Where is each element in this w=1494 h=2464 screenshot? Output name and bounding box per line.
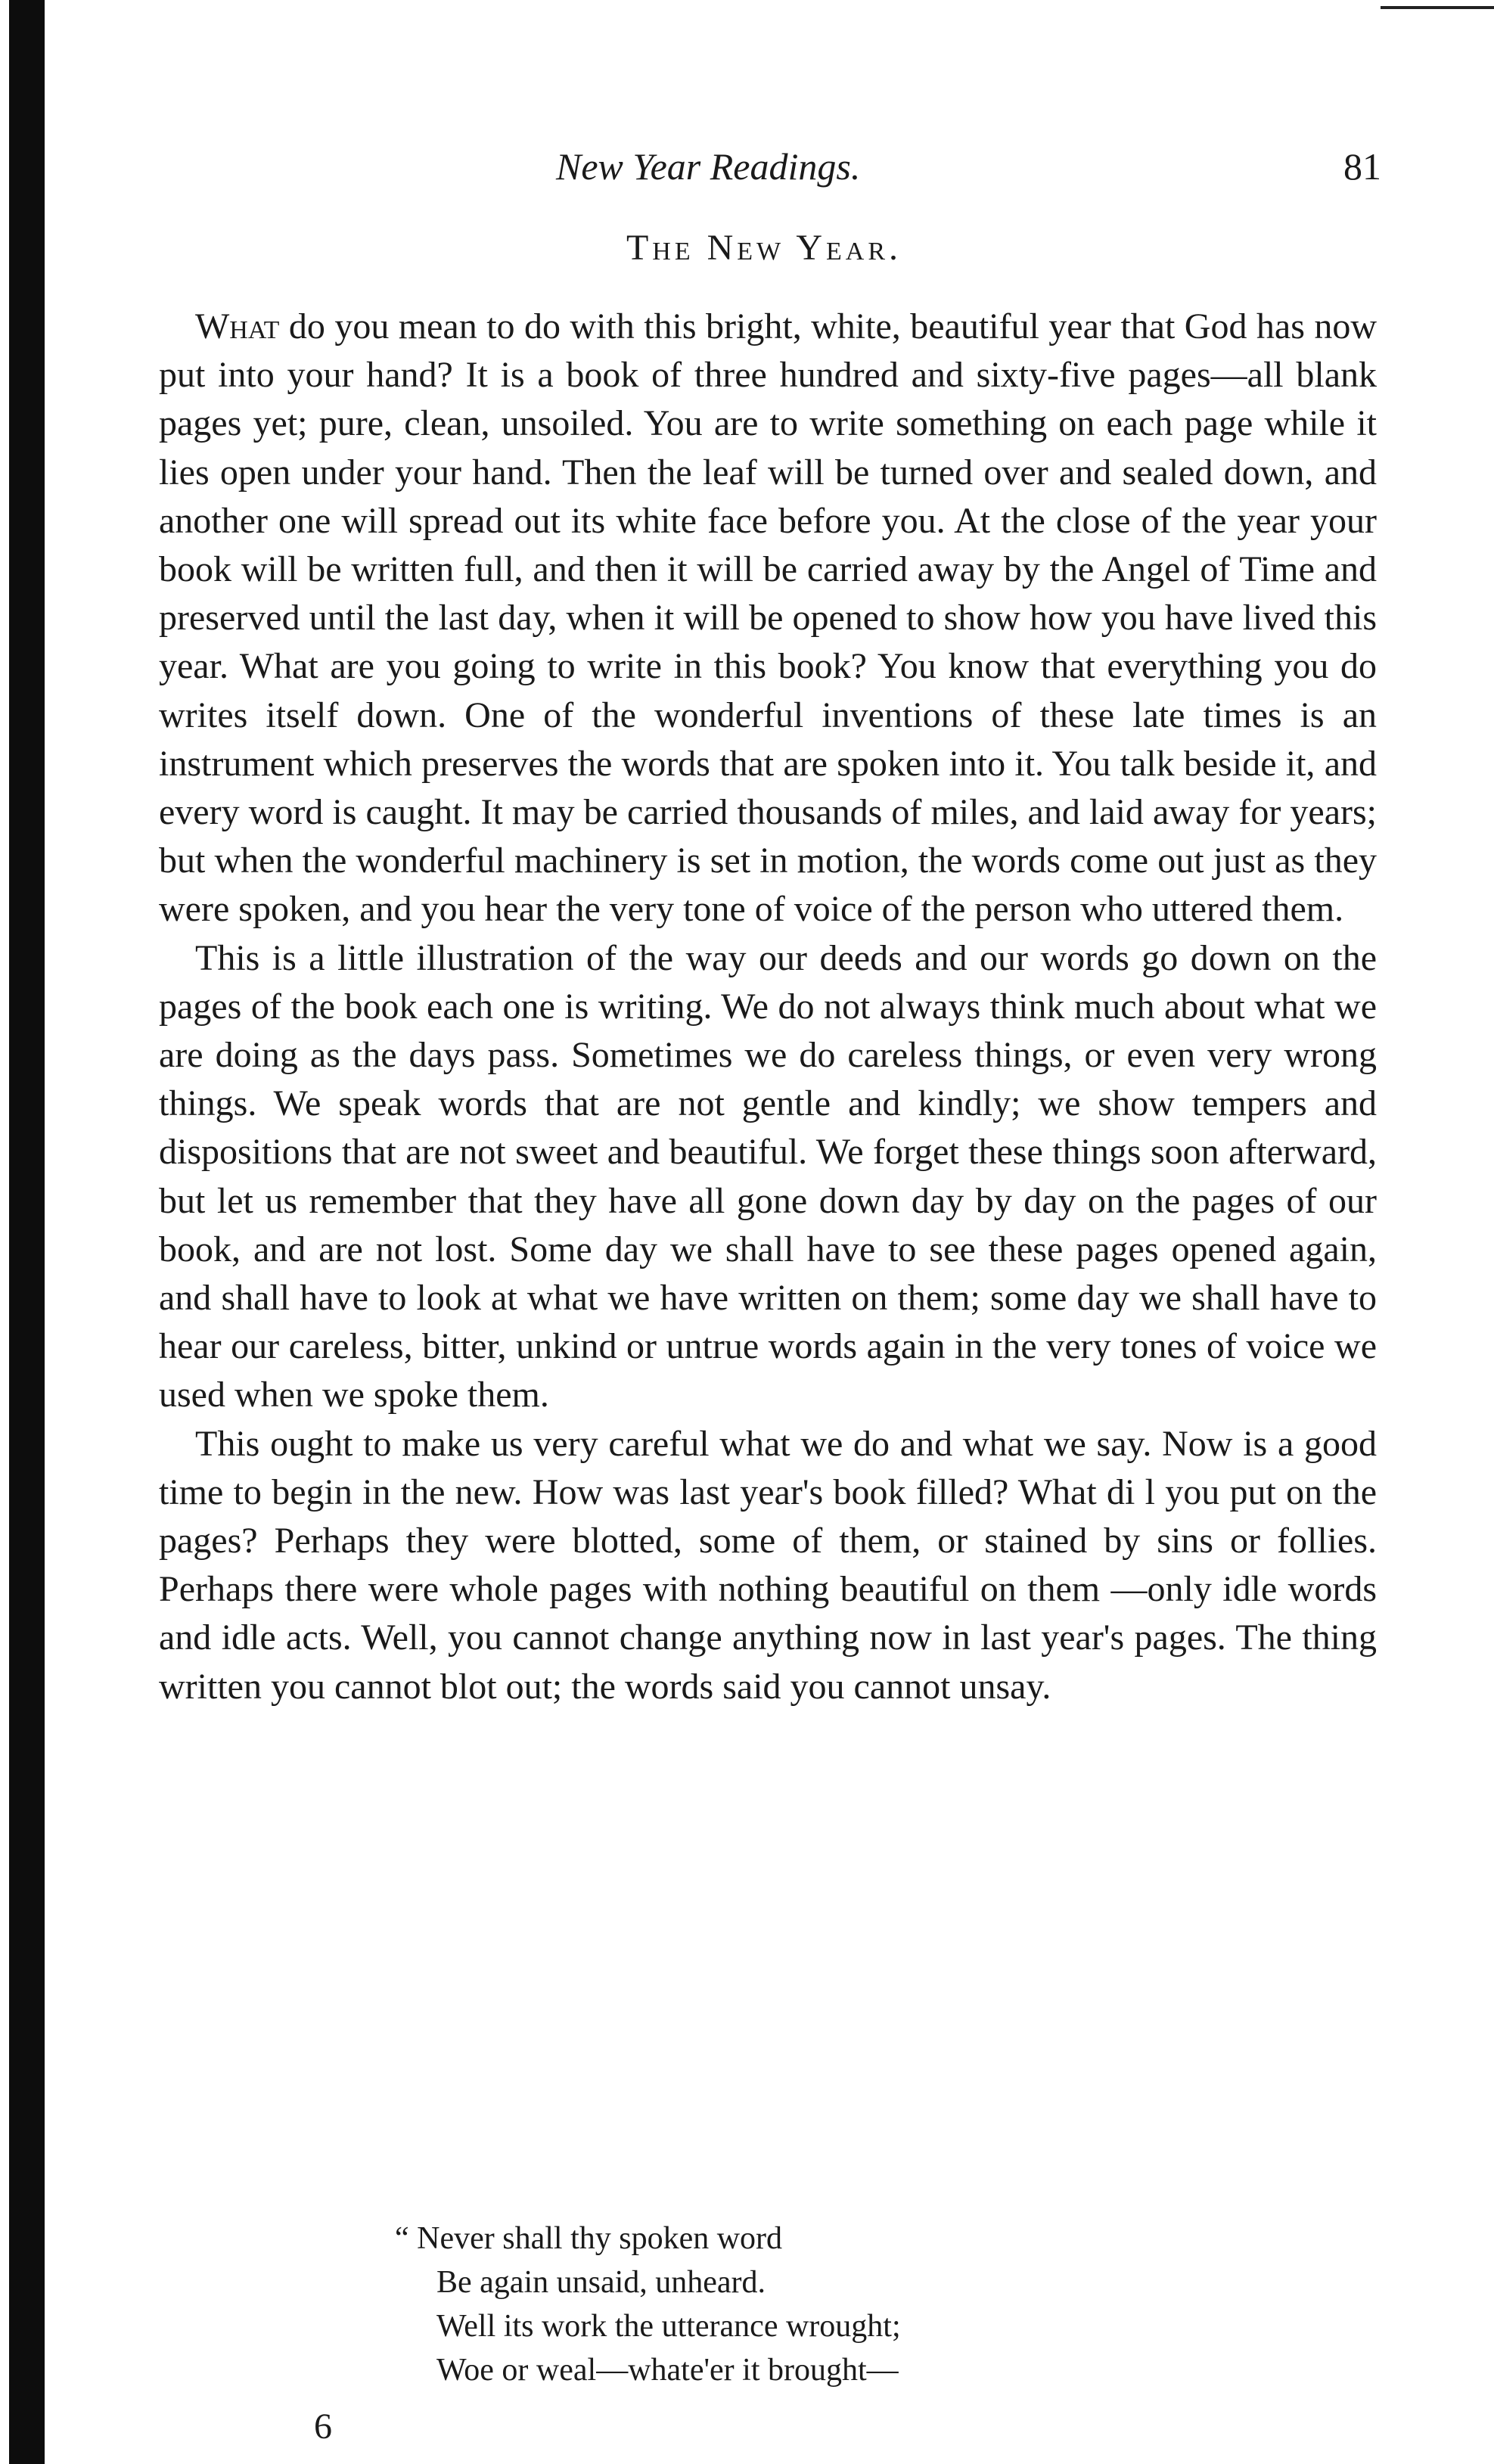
running-head-title: New Year Readings. [556,145,861,188]
paragraph-text: This is a little illustration of the way our deeds and our words go down on the pages of the book each one is writing. We do not always think much about what we are doing as the days pass. Sometimes we do careless things, or even very wrong things. We speak words that are not gentle and kindly; we show tempers and dispositions that are not sweet and beautiful. We forget these things soon afterward, but let us remember that they have all gone down day by day on the pages of our book, and are not lost. Some day we shall have to see these pages opened again, and shall have to look at what we have written on them; some day we shall have to hear our careless, bitter, unkind or untrue words again in the very tones of voice we used when we spoke them. [159,937,1377,1415]
page-edge-rule [1381,6,1494,9]
paragraph-text: This ought to make us very careful what we do and what we say. Now is a good time to begin in the new. How was last year's book filled? What di l you put on the pages? Perhaps they were blotted, some of them, or stained by sins or follies. Perhaps there were whole pages with nothing beautiful on them —only idle words and idle acts. Well, you cannot change anything now in last year's pages. The thing written you cannot blot out; the words said you cannot unsay. [159,1423,1377,1707]
paragraph [159,934,1377,1420]
paragraph [159,1420,1377,1711]
poem-line: Woe or weal—whate'er it brought— [436,2353,899,2388]
poem-line: Be again unsaid, unheard. [436,2265,766,2300]
paragraph-lead-word: What [195,306,280,346]
poem-quote [395,2217,1227,2392]
section-title: The New Year. [626,228,902,268]
running-head [545,136,1381,197]
book-binding-shadow [9,0,45,2464]
poem-line: “ Never shall thy spoken word [395,2221,783,2256]
paragraph [159,303,1377,934]
body-text [159,303,1377,1711]
poem-line: Well its work the utterance wrought; [436,2309,901,2344]
signature-mark: 6 [314,2407,332,2447]
page-number: 81 [1343,145,1381,188]
paragraph-text: do you mean to do with this bright, white, beautiful year that God has now put into your hand? It is a book of three hundred and sixty-five pages—all blank pages yet; pure, clean, unsoiled. You are to write something on each page while it lies open under your hand. Then the leaf will be turned over and sealed down, and another one will spread out its white face before you. At the close of the year your book will be written full, and then it will be carried away by the Angel of Time and preserved until the last day, when it will be opened to show how you have lived this year. What are you going to write in this book? You know that everything you do writes itself down. One of the wonderful inventions of these late times is an instrument which preserves the words that are spoken into it. You talk beside it, and every word is caught. It may be carried thousands of miles, and laid away for years; but when the wonderful machinery is set in motion, the words come out just as they were spoken, and you hear the very tone of voice of the person who uttered them. [159,306,1377,930]
